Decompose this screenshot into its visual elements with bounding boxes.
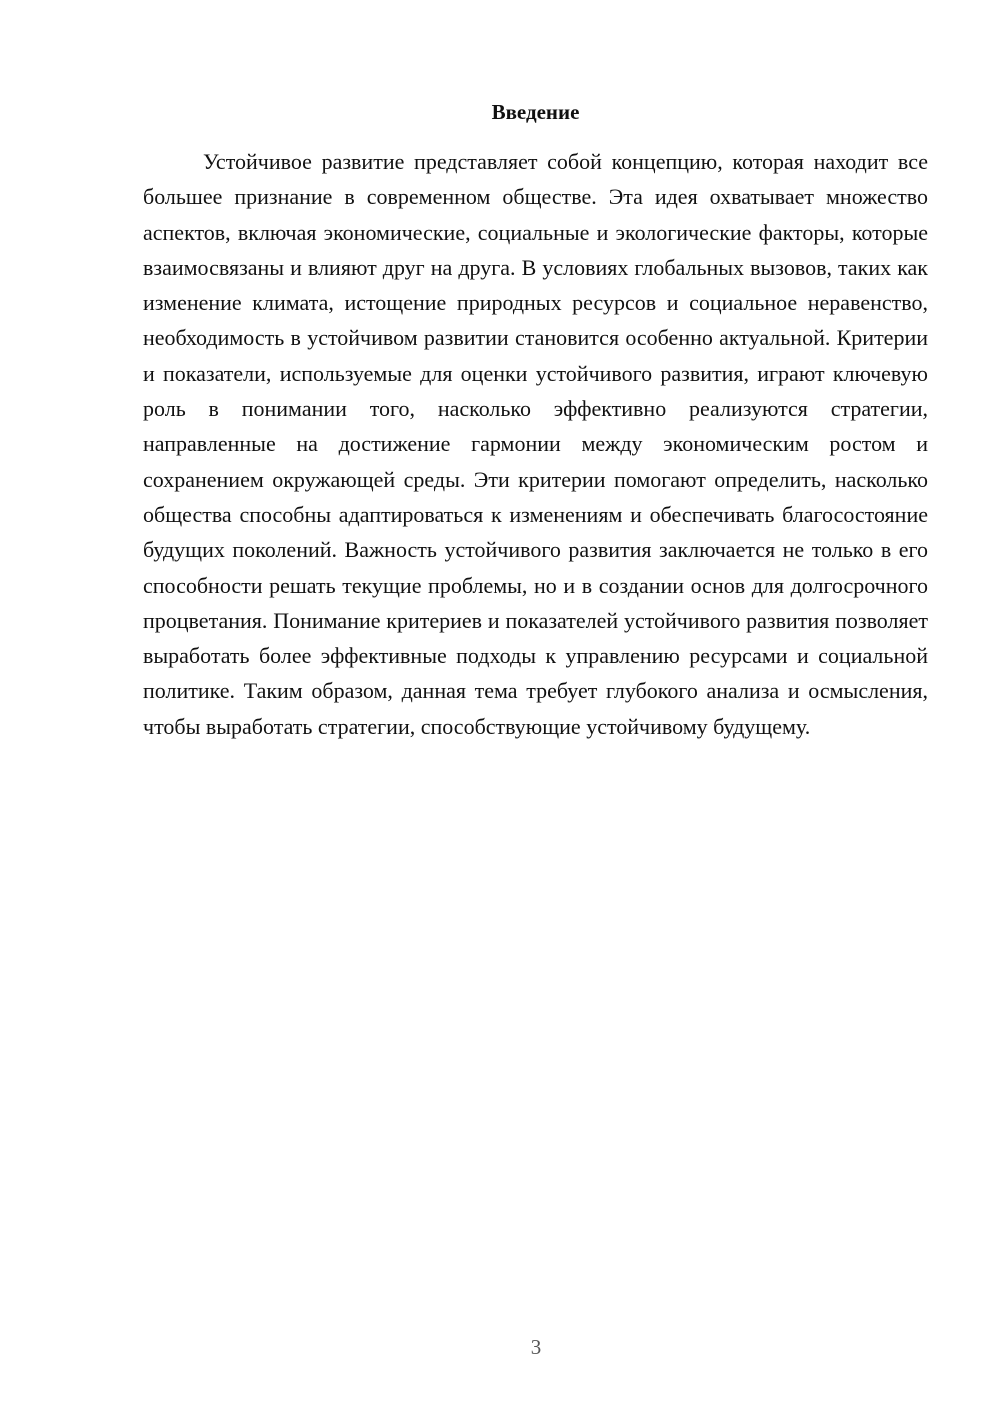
- section-heading: Введение: [491, 100, 580, 124]
- page-number: 3: [530, 1335, 542, 1359]
- introduction-paragraph: Устойчивое развитие представляет собой концепцию, которая находит все большее признание в современном обществе. Эта идея охватывает множество аспектов, включая экономические, социальные и экологические факторы, которые взаимосвязаны и влияют друг на друга. В условиях глобальных вызовов, таких как изменение климата, истощение природных ресурсов и социальное неравенство, необходимость в устойчивом развитии становится особенно актуальной. Критерии и показатели, используемые для оценки устойчивого развития, играют ключевую роль в понимании того, насколько эффективно реализуются стратегии, направленные на достижение гармонии между экономическим ростом и сохранением окружающей среды. Эти критерии помогают определить, насколько общества способны адаптироваться к изменениям и обеспечивать благосостояние будущих поколений. Важность устойчивого развития заключается не только в его способности решать текущие проблемы, но и в создании основ для долгосрочного процветания. Понимание критериев и показателей устойчивого развития позволяет выработать более эффективные подходы к управлению ресурсами и социальной политике. Таким образом, данная тема требует глубокого анализа и осмысления, чтобы выработать стратегии, способствующие устойчивому будущему.: [143, 149, 928, 739]
